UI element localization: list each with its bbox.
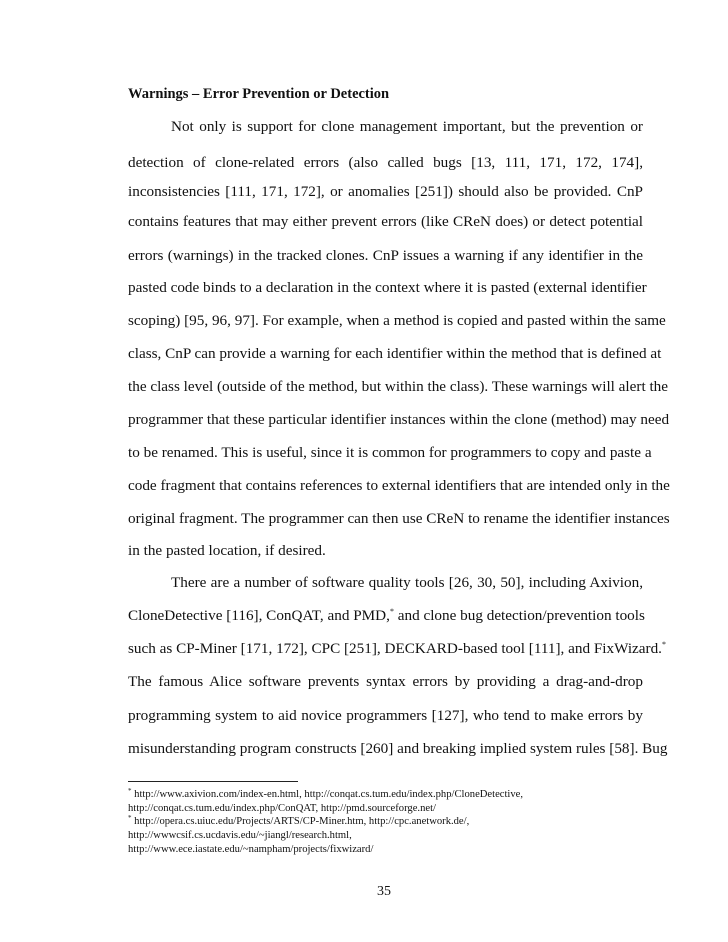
paragraph-line: to be renamed. This is useful, since it is common for programmers to copy and paste a xyxy=(128,444,652,461)
footnote-marker: * xyxy=(661,640,666,649)
footnote-marker: * xyxy=(128,814,132,822)
footnote-marker: * xyxy=(389,607,394,616)
paragraph-line: scoping) [95, 96, 97]. For example, when a method is copied and pasted within the same xyxy=(128,312,666,329)
footnote-text: http://www.axivion.com/index-en.html, http://conqat.cs.tum.edu/index.php/CloneDetective, xyxy=(134,789,524,800)
page-number: 35 xyxy=(377,884,391,899)
footnote-line xyxy=(128,788,523,801)
footnote-marker: * xyxy=(128,787,132,795)
footnote-line: http://www.ece.iastate.edu/~nampham/projects/fixwizard/ xyxy=(128,844,374,855)
paragraph-line: code fragment that contains references to external identifiers that are intended only in the xyxy=(128,477,670,494)
footnote-line xyxy=(128,815,469,828)
paragraph-line: the class level (outside of the method, but within the class). These warnings will alert the xyxy=(128,378,669,395)
section-heading: Warnings – Error Prevention or Detection xyxy=(128,86,390,102)
paragraph-line: misunderstanding program constructs [260] and breaking implied system rules [58]. Bug xyxy=(128,740,668,757)
paragraph-line: errors (warnings) in the tracked clones. CnP issues a warning if any identifier in the xyxy=(128,247,643,264)
text-span: CloneDetective [116], ConQAT, and PMD, xyxy=(128,607,390,624)
paragraph-line: pasted code binds to a declaration in the context where it is pasted (external identifier xyxy=(128,279,647,296)
paragraph-line: inconsistencies [111, 171, 172], or anomalies [251]) should also be provided. CnP xyxy=(128,183,643,200)
footnote-line: http://conqat.cs.tum.edu/index.php/ConQAT, http://pmd.sourceforge.net/ xyxy=(128,803,436,814)
paragraph-line: There are a number of software quality tools [26, 30, 50], including Axivion, xyxy=(171,574,643,591)
paragraph-line: detection of clone-related errors (also called bugs [13, 111, 171, 172, 174], xyxy=(128,154,643,171)
paragraph-line: programming system to aid novice programmers [127], who tend to make errors by xyxy=(128,707,643,724)
footnote-rule xyxy=(128,781,298,782)
text-span: such as CP-Miner [171, 172], CPC [251], DECKARD-based tool [111], and FixWizard. xyxy=(128,640,662,657)
paragraph-line: in the pasted location, if desired. xyxy=(128,542,326,559)
paragraph-line: programmer that these particular identifier instances within the clone (method) may need xyxy=(128,411,670,428)
paragraph-line: original fragment. The programmer can then use CReN to rename the identifier instances xyxy=(128,510,670,527)
paragraph-line xyxy=(128,640,666,658)
paragraph-line: contains features that may either prevent errors (like CReN does) or detect potential xyxy=(128,213,643,230)
text-span: and clone bug detection/prevention tools xyxy=(393,607,645,624)
paragraph-line xyxy=(128,607,643,625)
footnote-line: http://wwwcsif.cs.ucdavis.edu/~jiangl/research.html, xyxy=(128,830,352,841)
paragraph-line: Not only is support for clone management important, but the prevention or xyxy=(171,118,643,135)
paragraph-line: class, CnP can provide a warning for each identifier within the method that is defined at xyxy=(128,345,662,362)
footnote-text: http://opera.cs.uiuc.edu/Projects/ARTS/CP-Miner.htm, http://cpc.anetwork.de/, xyxy=(134,816,470,827)
paragraph-line: The famous Alice software prevents syntax errors by providing a drag-and-drop xyxy=(128,673,643,690)
